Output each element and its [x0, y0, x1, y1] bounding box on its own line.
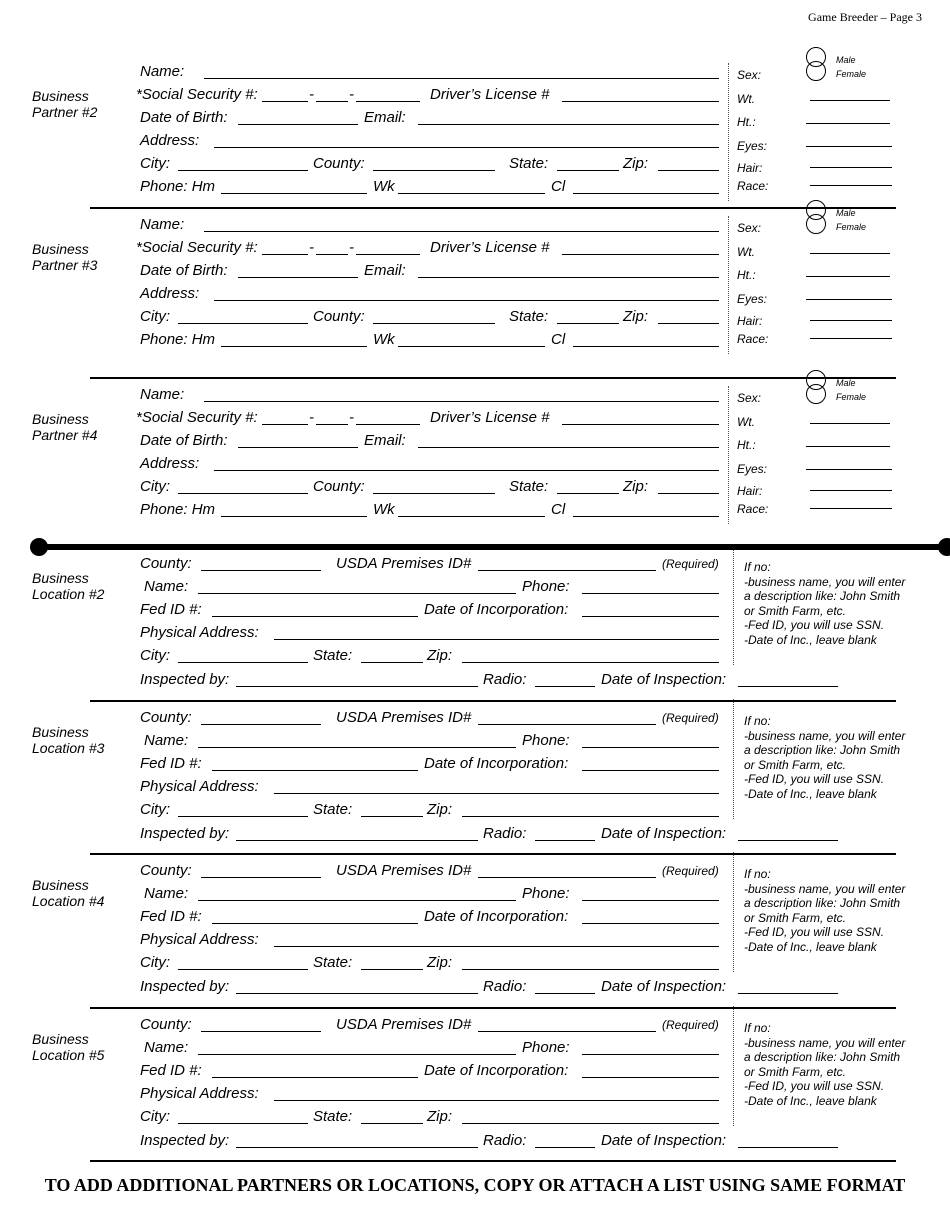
drivers-license-label: Driver’s License # — [430, 409, 550, 426]
partner-title-line2: Partner #2 — [32, 104, 98, 120]
sex-label: Sex: — [737, 221, 762, 235]
divider-endpoint-right — [938, 538, 950, 556]
incorporation-date-field[interactable] — [582, 923, 719, 924]
column-divider — [728, 216, 729, 354]
if-no-instructions: If no: -business name, you will enter a description like: John Smith or Smith Farm, etc. -Fed ID, you will use SSN. -Date of Inc., leave blank — [744, 560, 906, 647]
city-field[interactable] — [178, 1123, 308, 1124]
premises-id-field[interactable] — [478, 877, 656, 878]
phone-label: Phone: — [522, 578, 570, 595]
race-label: Race: — [737, 332, 769, 346]
ssn-dash: - — [309, 409, 314, 426]
section-divider — [90, 377, 896, 379]
name-field[interactable] — [204, 78, 719, 79]
phone-home-field[interactable] — [221, 346, 367, 347]
location-title-line1: Business — [32, 877, 89, 893]
eyes-field[interactable] — [806, 469, 892, 470]
phone-label: Phone: — [522, 732, 570, 749]
ssn-field-2[interactable] — [316, 254, 348, 255]
hair-field[interactable] — [810, 320, 892, 321]
inspected-by-label: Inspected by: — [140, 671, 230, 688]
state-field[interactable] — [557, 323, 619, 324]
height-label: Ht.: — [737, 268, 756, 282]
phone-label: Phone: — [522, 885, 570, 902]
male-option-label: Male — [836, 208, 856, 218]
phone-work-label: Wk — [373, 501, 395, 518]
zip-field[interactable] — [462, 662, 719, 663]
inspection-date-field[interactable] — [738, 840, 838, 841]
location-title-line1: Business — [32, 570, 89, 586]
partner-title-line2: Partner #3 — [32, 257, 98, 273]
address-field[interactable] — [214, 147, 719, 148]
race-label: Race: — [737, 179, 769, 193]
premises-id-label: USDA Premises ID# — [336, 1016, 472, 1033]
zip-field[interactable] — [658, 493, 719, 494]
state-field[interactable] — [557, 170, 619, 171]
race-field[interactable] — [810, 508, 892, 509]
phone-work-label: Wk — [373, 178, 395, 195]
premises-id-field[interactable] — [478, 724, 656, 725]
eyes-label: Eyes: — [737, 292, 768, 306]
state-label: State: — [509, 478, 549, 495]
phone-field[interactable] — [582, 593, 719, 594]
fed-id-field[interactable] — [212, 770, 418, 771]
height-label: Ht.: — [737, 115, 756, 129]
column-divider — [733, 699, 734, 819]
phone-home-label: Phone: Hm — [140, 178, 216, 195]
location-title-line1: Business — [32, 1031, 89, 1047]
city-field[interactable] — [178, 662, 308, 663]
city-label: City: — [140, 954, 170, 971]
radio-label: Radio: — [483, 1132, 527, 1149]
incorporation-date-label: Date of Incorporation: — [424, 1062, 569, 1079]
drivers-license-field[interactable] — [562, 101, 719, 102]
column-divider — [733, 545, 734, 665]
phone-work-label: Wk — [373, 331, 395, 348]
ssn-dash: - — [309, 239, 314, 256]
female-option-label: Female — [836, 222, 867, 232]
inspected-by-field[interactable] — [236, 840, 478, 841]
phone-home-field[interactable] — [221, 516, 367, 517]
county-label: County: — [140, 862, 192, 879]
zip-label: Zip: — [427, 954, 453, 971]
state-label: State: — [509, 155, 549, 172]
name-label: Name: — [140, 216, 185, 233]
drivers-license-label: Driver’s License # — [430, 239, 550, 256]
radio-label: Radio: — [483, 978, 527, 995]
state-label: State: — [509, 308, 549, 325]
drivers-license-label: Driver’s License # — [430, 86, 550, 103]
ssn-field-3[interactable] — [356, 101, 420, 102]
eyes-label: Eyes: — [737, 139, 768, 153]
phone-cell-label: Cl — [551, 501, 566, 518]
county-label: County: — [140, 1016, 192, 1033]
premises-id-label: USDA Premises ID# — [336, 709, 472, 726]
drivers-license-field[interactable] — [562, 254, 719, 255]
dob-field[interactable] — [238, 447, 358, 448]
email-field[interactable] — [418, 277, 719, 278]
height-field[interactable] — [806, 446, 890, 447]
if-no-instructions: If no: -business name, you will enter a description like: John Smith or Smith Farm, etc. -Fed ID, you will use SSN. -Date of Inc., leave blank — [744, 867, 906, 954]
location-title-line2: Location #3 — [32, 740, 105, 756]
state-field[interactable] — [361, 662, 423, 663]
ssn-dash: - — [349, 239, 354, 256]
name-field[interactable] — [204, 231, 719, 232]
state-field[interactable] — [557, 493, 619, 494]
city-field[interactable] — [178, 816, 308, 817]
inspected-by-label: Inspected by: — [140, 1132, 230, 1149]
physical-address-field[interactable] — [274, 1100, 719, 1101]
county-field[interactable] — [201, 1031, 321, 1032]
phone-cell-field[interactable] — [573, 193, 719, 194]
dob-field[interactable] — [238, 124, 358, 125]
female-option-label: Female — [836, 392, 867, 402]
phone-home-field[interactable] — [221, 193, 367, 194]
ssn-field-2[interactable] — [316, 424, 348, 425]
location-title — [32, 877, 104, 909]
radio-field[interactable] — [535, 686, 595, 687]
county-field[interactable] — [373, 170, 495, 171]
fed-id-field[interactable] — [212, 1077, 418, 1078]
phone-work-field[interactable] — [398, 516, 545, 517]
column-divider — [733, 1006, 734, 1126]
phone-field[interactable] — [582, 747, 719, 748]
zip-label: Zip: — [427, 801, 453, 818]
radio-label: Radio: — [483, 671, 527, 688]
name-label: Name: — [144, 1039, 189, 1056]
male-option-label: Male — [836, 55, 856, 65]
email-label: Email: — [364, 109, 406, 126]
name-label: Name: — [144, 885, 189, 902]
city-field[interactable] — [178, 170, 308, 171]
premises-id-field[interactable] — [478, 1031, 656, 1032]
if-no-instructions: If no: -business name, you will enter a description like: John Smith or Smith Farm, etc. -Fed ID, you will use SSN. -Date of Inc., leave blank — [744, 714, 906, 801]
weight-field[interactable] — [810, 253, 890, 254]
weight-label: Wt. — [737, 415, 755, 429]
inspection-date-label: Date of Inspection: — [601, 978, 727, 995]
partner-title-line2: Partner #4 — [32, 427, 98, 443]
phone-cell-label: Cl — [551, 178, 566, 195]
hair-label: Hair: — [737, 484, 763, 498]
incorporation-date-label: Date of Incorporation: — [424, 601, 569, 618]
fed-id-label: Fed ID #: — [140, 601, 202, 618]
zip-field[interactable] — [462, 816, 719, 817]
eyes-field[interactable] — [806, 146, 892, 147]
city-label: City: — [140, 1108, 170, 1125]
partner-title-line1: Business — [32, 411, 89, 427]
ssn-dash: - — [349, 86, 354, 103]
partner-title — [32, 88, 97, 120]
incorporation-date-label: Date of Incorporation: — [424, 755, 569, 772]
state-label: State: — [313, 647, 353, 664]
phone-cell-field[interactable] — [573, 516, 719, 517]
location-title — [32, 724, 104, 756]
ssn-field-3[interactable] — [356, 424, 420, 425]
fed-id-label: Fed ID #: — [140, 1062, 202, 1079]
location-title-line2: Location #2 — [32, 586, 105, 602]
zip-label: Zip: — [623, 155, 649, 172]
state-field[interactable] — [361, 816, 423, 817]
race-label: Race: — [737, 502, 769, 516]
county-field[interactable] — [201, 570, 321, 571]
ssn-field-1[interactable] — [262, 254, 308, 255]
name-label: Name: — [144, 578, 189, 595]
phone-field[interactable] — [582, 1054, 719, 1055]
location-title — [32, 1031, 104, 1063]
city-label: City: — [140, 155, 170, 172]
county-label: County: — [313, 478, 365, 495]
city-label: City: — [140, 647, 170, 664]
section-divider — [90, 700, 896, 702]
fed-id-field[interactable] — [212, 616, 418, 617]
phone-field[interactable] — [582, 900, 719, 901]
physical-address-field[interactable] — [274, 793, 719, 794]
height-field[interactable] — [806, 123, 890, 124]
female-option-label: Female — [836, 69, 867, 79]
female-radio[interactable] — [806, 384, 826, 404]
weight-label: Wt. — [737, 92, 755, 106]
if-no-instructions: If no: -business name, you will enter a description like: John Smith or Smith Farm, etc. -Fed ID, you will use SSN. -Date of Inc., leave blank — [744, 1021, 906, 1108]
partner-title — [32, 241, 97, 273]
location-title-line1: Business — [32, 724, 89, 740]
physical-address-field[interactable] — [274, 639, 719, 640]
dob-label: Date of Birth: — [140, 262, 228, 279]
column-divider — [733, 852, 734, 972]
section-divider — [90, 853, 896, 855]
inspected-by-field[interactable] — [236, 686, 478, 687]
weight-label: Wt. — [737, 245, 755, 259]
physical-address-label: Physical Address: — [140, 931, 259, 948]
business-name-field[interactable] — [198, 747, 516, 748]
fed-id-label: Fed ID #: — [140, 908, 202, 925]
phone-work-field[interactable] — [398, 346, 545, 347]
email-field[interactable] — [418, 124, 719, 125]
county-label: County: — [313, 155, 365, 172]
incorporation-date-field[interactable] — [582, 1077, 719, 1078]
incorporation-date-field[interactable] — [582, 616, 719, 617]
ssn-label: *Social Security #: — [136, 86, 258, 103]
state-field[interactable] — [361, 969, 423, 970]
address-field[interactable] — [214, 300, 719, 301]
business-name-field[interactable] — [198, 593, 516, 594]
email-label: Email: — [364, 262, 406, 279]
email-label: Email: — [364, 432, 406, 449]
inspection-date-field[interactable] — [738, 993, 838, 994]
fed-id-label: Fed ID #: — [140, 755, 202, 772]
section-divider — [90, 1007, 896, 1009]
phone-cell-label: Cl — [551, 331, 566, 348]
column-divider — [728, 386, 729, 524]
ssn-dash: - — [309, 86, 314, 103]
phone-home-label: Phone: Hm — [140, 501, 216, 518]
height-label: Ht.: — [737, 438, 756, 452]
premises-id-field[interactable] — [478, 570, 656, 571]
section-divider — [90, 207, 896, 209]
inspection-date-label: Date of Inspection: — [601, 825, 727, 842]
page-header: Game Breeder – Page 3 — [808, 10, 922, 24]
inspection-date-label: Date of Inspection: — [601, 1132, 727, 1149]
address-label: Address: — [140, 132, 200, 149]
sex-label: Sex: — [737, 391, 762, 405]
phone-work-field[interactable] — [398, 193, 545, 194]
inspected-by-field[interactable] — [236, 1147, 478, 1148]
ssn-field-1[interactable] — [262, 101, 308, 102]
address-label: Address: — [140, 285, 200, 302]
city-field[interactable] — [178, 969, 308, 970]
zip-field[interactable] — [658, 170, 719, 171]
required-note: (Required) — [662, 1018, 719, 1032]
ssn-field-1[interactable] — [262, 424, 308, 425]
inspected-by-field[interactable] — [236, 993, 478, 994]
name-label: Name: — [144, 732, 189, 749]
column-divider — [728, 63, 729, 201]
hair-field[interactable] — [810, 490, 892, 491]
section-divider — [90, 1160, 896, 1162]
county-field[interactable] — [201, 877, 321, 878]
dob-label: Date of Birth: — [140, 432, 228, 449]
ssn-dash: - — [349, 409, 354, 426]
city-label: City: — [140, 478, 170, 495]
address-field[interactable] — [214, 470, 719, 471]
female-radio[interactable] — [806, 214, 826, 234]
incorporation-date-label: Date of Incorporation: — [424, 908, 569, 925]
required-note: (Required) — [662, 711, 719, 725]
partners-locations-divider — [38, 544, 948, 550]
inspection-date-field[interactable] — [738, 1147, 838, 1148]
physical-address-label: Physical Address: — [140, 778, 259, 795]
state-field[interactable] — [361, 1123, 423, 1124]
county-field[interactable] — [373, 323, 495, 324]
zip-label: Zip: — [427, 1108, 453, 1125]
zip-label: Zip: — [427, 647, 453, 664]
inspection-date-field[interactable] — [738, 686, 838, 687]
zip-field[interactable] — [658, 323, 719, 324]
eyes-label: Eyes: — [737, 462, 768, 476]
incorporation-date-field[interactable] — [582, 770, 719, 771]
race-field[interactable] — [810, 338, 892, 339]
city-label: City: — [140, 308, 170, 325]
partner-title-line1: Business — [32, 88, 89, 104]
ssn-label: *Social Security #: — [136, 239, 258, 256]
radio-field[interactable] — [535, 840, 595, 841]
location-title-line2: Location #4 — [32, 893, 105, 909]
physical-address-label: Physical Address: — [140, 624, 259, 641]
radio-label: Radio: — [483, 825, 527, 842]
partner-title-line1: Business — [32, 241, 89, 257]
female-radio[interactable] — [806, 61, 826, 81]
phone-home-label: Phone: Hm — [140, 331, 216, 348]
city-field[interactable] — [178, 323, 308, 324]
inspected-by-label: Inspected by: — [140, 978, 230, 995]
fed-id-field[interactable] — [212, 923, 418, 924]
footer-instructions: TO ADD ADDITIONAL PARTNERS OR LOCATIONS, COPY OR ATTACH A LIST USING SAME FORMAT — [44, 1175, 906, 1195]
required-note: (Required) — [662, 557, 719, 571]
male-option-label: Male — [836, 378, 856, 388]
inspection-date-label: Date of Inspection: — [601, 671, 727, 688]
zip-field[interactable] — [462, 969, 719, 970]
county-label: County: — [313, 308, 365, 325]
county-field[interactable] — [373, 493, 495, 494]
business-name-field[interactable] — [198, 1054, 516, 1055]
state-label: State: — [313, 1108, 353, 1125]
premises-id-label: USDA Premises ID# — [336, 862, 472, 879]
phone-label: Phone: — [522, 1039, 570, 1056]
county-field[interactable] — [201, 724, 321, 725]
location-title-line2: Location #5 — [32, 1047, 105, 1063]
hair-label: Hair: — [737, 161, 763, 175]
zip-label: Zip: — [623, 478, 649, 495]
eyes-field[interactable] — [806, 299, 892, 300]
weight-field[interactable] — [810, 423, 890, 424]
sex-label: Sex: — [737, 68, 762, 82]
dob-field[interactable] — [238, 277, 358, 278]
address-label: Address: — [140, 455, 200, 472]
physical-address-label: Physical Address: — [140, 1085, 259, 1102]
ssn-field-2[interactable] — [316, 101, 348, 102]
premises-id-label: USDA Premises ID# — [336, 555, 472, 572]
ssn-field-3[interactable] — [356, 254, 420, 255]
email-field[interactable] — [418, 447, 719, 448]
city-label: City: — [140, 801, 170, 818]
city-field[interactable] — [178, 493, 308, 494]
partner-title — [32, 411, 97, 443]
county-label: County: — [140, 555, 192, 572]
required-note: (Required) — [662, 864, 719, 878]
weight-field[interactable] — [810, 100, 890, 101]
ssn-label: *Social Security #: — [136, 409, 258, 426]
inspected-by-label: Inspected by: — [140, 825, 230, 842]
zip-field[interactable] — [462, 1123, 719, 1124]
business-name-field[interactable] — [198, 900, 516, 901]
state-label: State: — [313, 954, 353, 971]
zip-label: Zip: — [623, 308, 649, 325]
phone-cell-field[interactable] — [573, 346, 719, 347]
radio-field[interactable] — [535, 993, 595, 994]
radio-field[interactable] — [535, 1147, 595, 1148]
physical-address-field[interactable] — [274, 946, 719, 947]
drivers-license-field[interactable] — [562, 424, 719, 425]
state-label: State: — [313, 801, 353, 818]
name-field[interactable] — [204, 401, 719, 402]
location-title — [32, 570, 104, 602]
county-label: County: — [140, 709, 192, 726]
name-label: Name: — [140, 63, 185, 80]
race-field[interactable] — [810, 185, 892, 186]
hair-field[interactable] — [810, 167, 892, 168]
hair-label: Hair: — [737, 314, 763, 328]
name-label: Name: — [140, 386, 185, 403]
dob-label: Date of Birth: — [140, 109, 228, 126]
height-field[interactable] — [806, 276, 890, 277]
